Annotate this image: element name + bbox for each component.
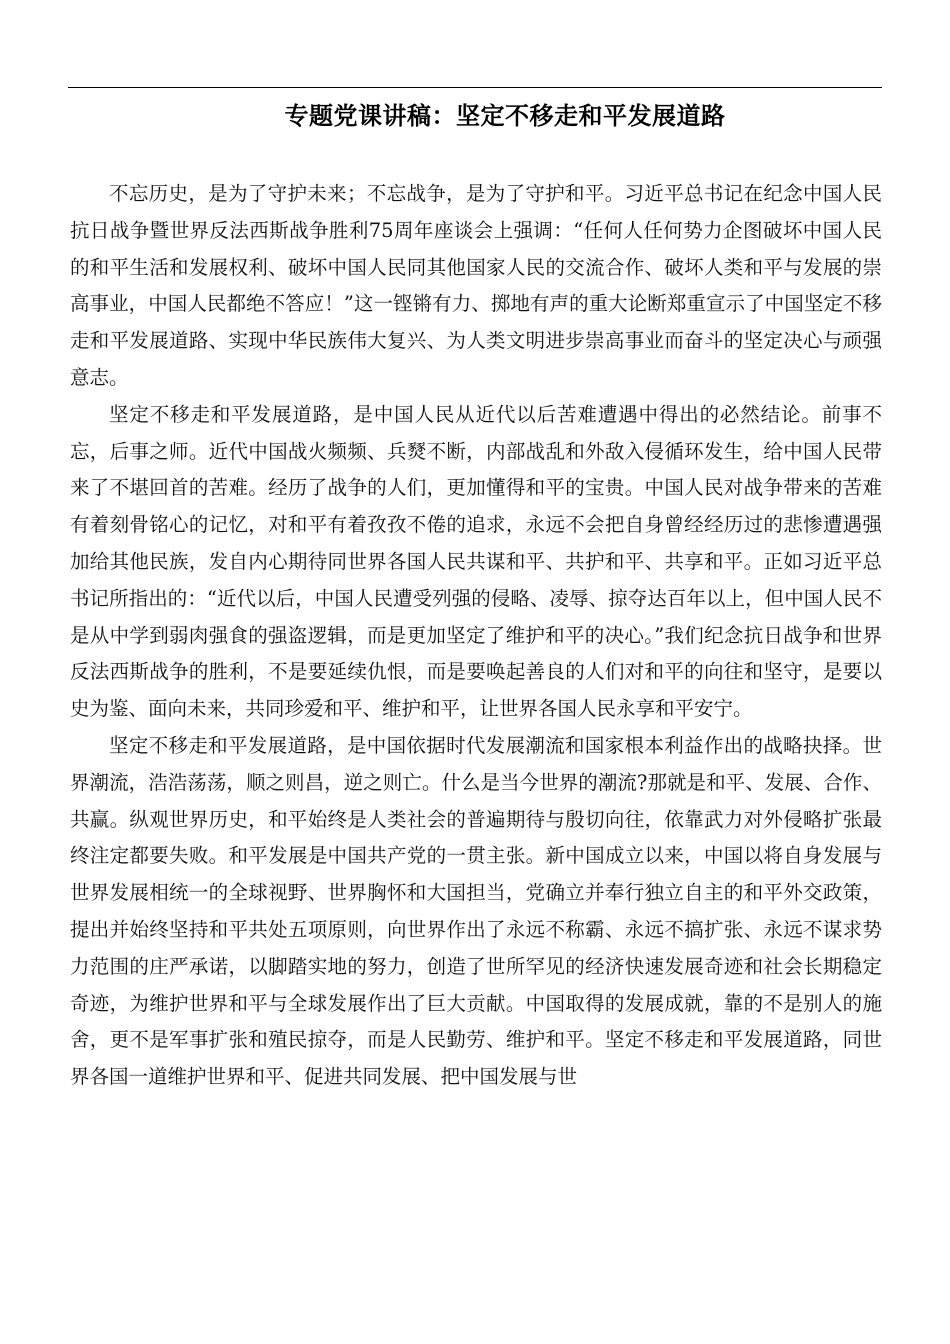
- header-rule: [68, 87, 882, 88]
- paragraph-2: 坚定不移走和平发展道路，是中国人民从近代以后苦难遭遇中得出的必然结论。前事不忘，后事之师。近代中国战火频频、兵燹不断，内部战乱和外敌入侵循环发生，给中国人民带来了不堪回首的苦难。经历了战争的人们，更加懂得和平的宝贵。中国人民对战争带来的苦难有着刻骨铭心的记忆，对和平有着孜孜不倦的追求，永远不会把自身曾经经历过的悲惨遭遇强加给其他民族，发自内心期待同世界各国人民共谋和平、共护和平、共享和平。正如习近平总书记所指出的：“近代以后，中国人民遭受列强的侵略、凌辱、掠夺达百年以上，但中国人民不是从中学到弱肉强食的强盗逻辑，而是更加坚定了维护和平的决心。”我们纪念抗日战争和世界反法西斯战争的胜利，不是要延续仇恨，而是要唤起善良的人们对和平的向往和坚守，是要以史为鉴、面向未来，共同珍爱和平、维护和平，让世界各国人民永享和平安宁。: [70, 402, 882, 721]
- document-body: [70, 176, 882, 1096]
- document-title: 专题党课讲稿：坚定不移走和平发展道路: [284, 102, 726, 130]
- paragraph-1: 不忘历史，是为了守护未来；不忘战争，是为了守护和平。习近平总书记在纪念中国人民抗日战争暨世界反法西斯战争胜利75周年座谈会上强调：“任何人任何势力企图破坏中国人民的和平生活和发展权利、破坏中国人民同其他国家人民的交流合作、破坏人类和平与发展的崇高事业，中国人民都绝不答应！”这一铿锵有力、掷地有声的重大论断郑重宣示了中国坚定不移走和平发展道路、实现中华民族伟大复兴、为人类文明进步崇高事业而奋斗的坚定决心与顽强意志。: [70, 182, 882, 389]
- paragraph-3: 坚定不移走和平发展道路，是中国依据时代发展潮流和国家根本利益作出的战略抉择。世界潮流，浩浩荡荡，顺之则昌，逆之则亡。什么是当今世界的潮流?那就是和平、发展、合作、共赢。纵观世界历史，和平始终是人类社会的普遍期待与殷切向往，依靠武力对外侵略扩张最终注定都要失败。和平发展是中国共产党的一贯主张。新中国成立以来，中国以将自身发展与世界发展相统一的全球视野、世界胸怀和大国担当，党确立并奉行独立自主的和平外交政策，提出并始终坚持和平共处五项原则，向世界作出了永远不称霸、永远不搞扩张、永远不谋求势力范围的庄严承诺，以脚踏实地的努力，创造了世所罕见的经济快速发展奇迹和社会长期稳定奇迹，为维护世界和平与全球发展作出了巨大贡献。中国取得的发展成就，靠的不是别人的施舍，更不是军事扩张和殖民掠夺，而是人民勤劳、维护和平。坚定不移走和平发展道路，同世界各国一道维护世界和平、促进共同发展、把中国发展与世: [70, 733, 882, 1089]
